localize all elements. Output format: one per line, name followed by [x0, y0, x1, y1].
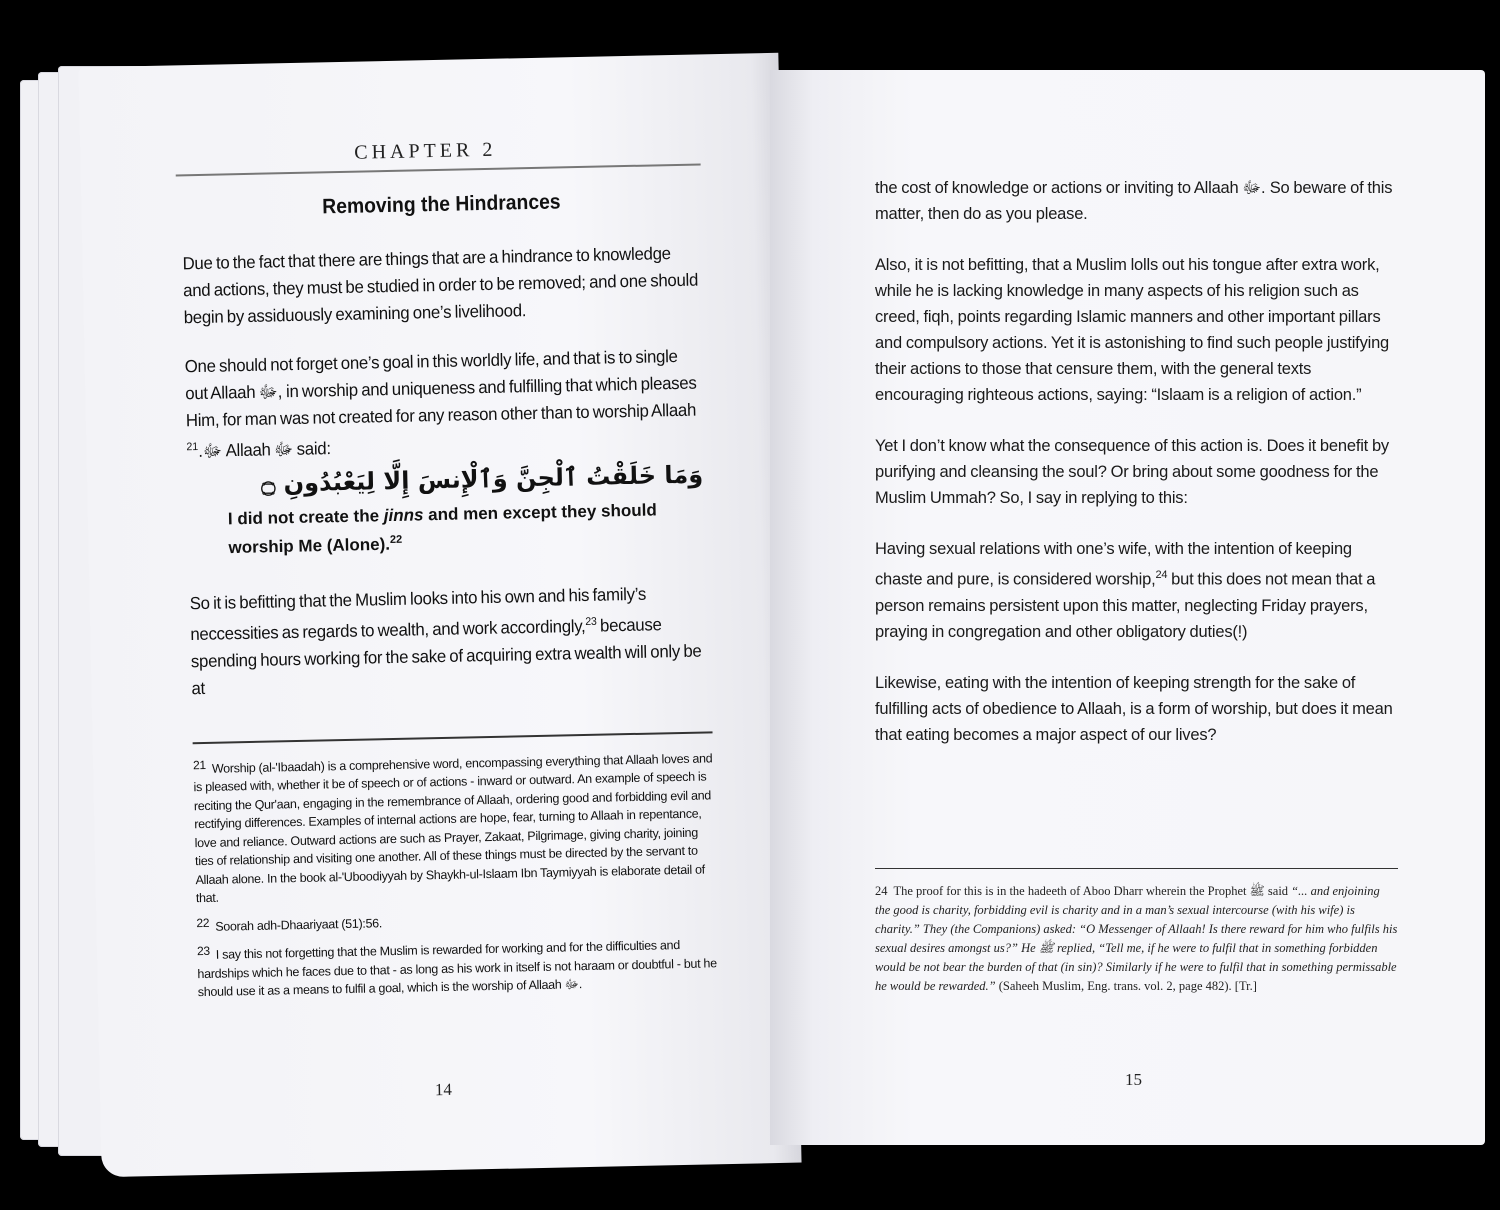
left-page-content: [180, 134, 718, 1008]
footnote-rule-left: [193, 732, 713, 744]
footnote-21: [193, 745, 716, 908]
footnote-22-num: 22: [196, 915, 210, 930]
footnote-ref-22: 22: [389, 533, 403, 546]
footnote-ref-24: 24: [1155, 569, 1168, 581]
footnote-24-num: 24: [875, 883, 888, 898]
footnote-23: [197, 932, 718, 1002]
right-paragraph-3: Yet I don’t know what the consequence of this action is. Does it benefit by purifying and cleansing the soul? Or bring about some goodness for the Muslim Ummah? So, I say in replying to this:: [875, 437, 1389, 507]
verse-translation-italic: jinns: [383, 505, 424, 525]
arabic-verse: وَمَا خَلَقْتُ ٱلْجِنَّ وَٱلْإِنسَ إِلَّا لِيَعْبُدُونِ ۝: [260, 460, 704, 498]
left-paragraph-2-tail: Allaah ﷻ said:: [221, 438, 331, 461]
footnote-22: [196, 903, 716, 936]
footnote-24-b: “... and enjoining the good is charity, forbidding evil is charity and in a man’s sexual intercourse (with his wife) is charity.” They (the Companions) asked: “O Messenger of Allaah! Is there reward for him who fulfils his sexual desires amongst us?” He ﷺ replied, “Tell me, if he were to fulfil that in something forbidden would be not bear the burden of that (in sin)? Similarly if he were to fulfil that in something permissable he would be rewarded.”: [875, 883, 1398, 993]
left-paragraph-1: Due to the fact that there are things that are a hindrance to knowledge and actions, they must be studied in order to be removed; and one should begin by assiduously examining one’s livelihood.: [182, 243, 699, 328]
verse-translation-b: and men except they should worship Me (Alone).: [228, 500, 657, 557]
footnote-22-text: Soorah adh-Dhaariyaat (51):56.: [215, 916, 383, 934]
footnote-ref-23: 23: [585, 616, 597, 629]
left-paragraph-3: [189, 580, 710, 703]
right-paragraph-4: [875, 536, 1398, 645]
verse-translation-a: I did not create the: [227, 505, 384, 529]
footnote-23-num: 23: [196, 944, 210, 959]
chapter-heading: CHAPTER 2: [354, 138, 497, 164]
left-paragraph-2-text: One should not forget one’s goal in this worldly life, and that is to single out Allaah ﷻ, in worship and uniqueness and fulfilling that which pleases Him, for man was not created for any reason other than to worship Allaah ﷻ.: [184, 345, 697, 461]
right-paragraph-4-a: Having sexual relations with one’s wife, with the intention of keeping chaste and pure, is considered worship,: [875, 540, 1352, 589]
left-page: [78, 53, 801, 1177]
footnote-24-c: (Saheeh Muslim, Eng. trans. vol. 2, page 482). [Tr.]: [998, 978, 1257, 993]
right-paragraph-5: Likewise, eating with the intention of keeping strength for the sake of fulfilling acts of obedience to Allaah, is a form of worship, but does it mean that eating becomes a major aspect of our lives?: [875, 673, 1393, 744]
footnote-rule-right: [875, 868, 1398, 870]
right-paragraph-2: Also, it is not befitting, that a Muslim lolls out his tongue after extra work, while he is lacking knowledge in many aspects of his religion such as creed, fiqh, points regarding Islamic manners and other important pillars and compulsory actions. Yet it is astonishing to find such people justifying their actions to those that censure them, with the general texts encouraging righteous actions, saying: “Islaam is a religion of action.”: [875, 256, 1390, 404]
footnote-23-text: I say this not forgetting that the Muslim is rewarded for working and for the difficulties and hardships which he faces due to that - as long as his work in itself is not haraam or doubtful - but he should use it as a means to fulfil a goal, which is the worship of Allaah ﷻ.: [197, 938, 717, 1000]
footnote-ref-21: 21: [186, 441, 199, 454]
page-number-left: 14: [434, 1079, 453, 1100]
right-page: [770, 70, 1485, 1145]
right-page-content: [875, 175, 1398, 1008]
left-paragraph-3-a: So it is befitting that the Muslim looks into his own and his family’s neccessities as regards to wealth, and work accordingly,: [189, 584, 647, 645]
left-paragraph-3-b: because spending hours working for the sake of acquiring extra wealth will only be at: [190, 614, 702, 699]
right-paragraph-4-b: but this does not mean that a person remains persistent upon this matter, neglecting Friday prayers, praying in congregation and other obligatory duties(!): [875, 570, 1376, 641]
footnote-21-num: 21: [192, 757, 206, 773]
footnote-24: [875, 882, 1398, 996]
page-number-right: 15: [1125, 1070, 1142, 1089]
footnote-24-a: The proof for this is in the hadeeth of Aboo Dharr wherein the Prophet ﷺ said: [893, 883, 1289, 898]
right-paragraph-1: the cost of knowledge or actions or inviting to Allaah ﷻ. So beware of this matter, then do as you please.: [875, 179, 1393, 223]
section-title: Removing the Hindrances: [322, 190, 561, 219]
verse-translation: [228, 496, 699, 559]
left-paragraph-2: [184, 342, 705, 465]
footnote-21-text: Worship (al-'Ibaadah) is a comprehensive word, encompassing everything that Allaah loves and is pleased with, whether it be of speech or of actions - inward or outward. An example of speech is reciting the Qur'aan, engaging in the remembrance of Allaah, ordering good and forbidding evil and rectifying differences. Examples of internal actions are hope, fear, turning to Allaah in repentance, love and reliance. Outward actions are such as Prayer, Zakaat, Pilgrimage, giving charity, joining ties of relationship and visiting one another. All of these things must be directed by the servant to Allaah alone. In the book al-'Uboodiyyah by Shaykh-ul-Islaam Ibn Taymiyyah is elaborate detail of that.: [193, 751, 713, 906]
